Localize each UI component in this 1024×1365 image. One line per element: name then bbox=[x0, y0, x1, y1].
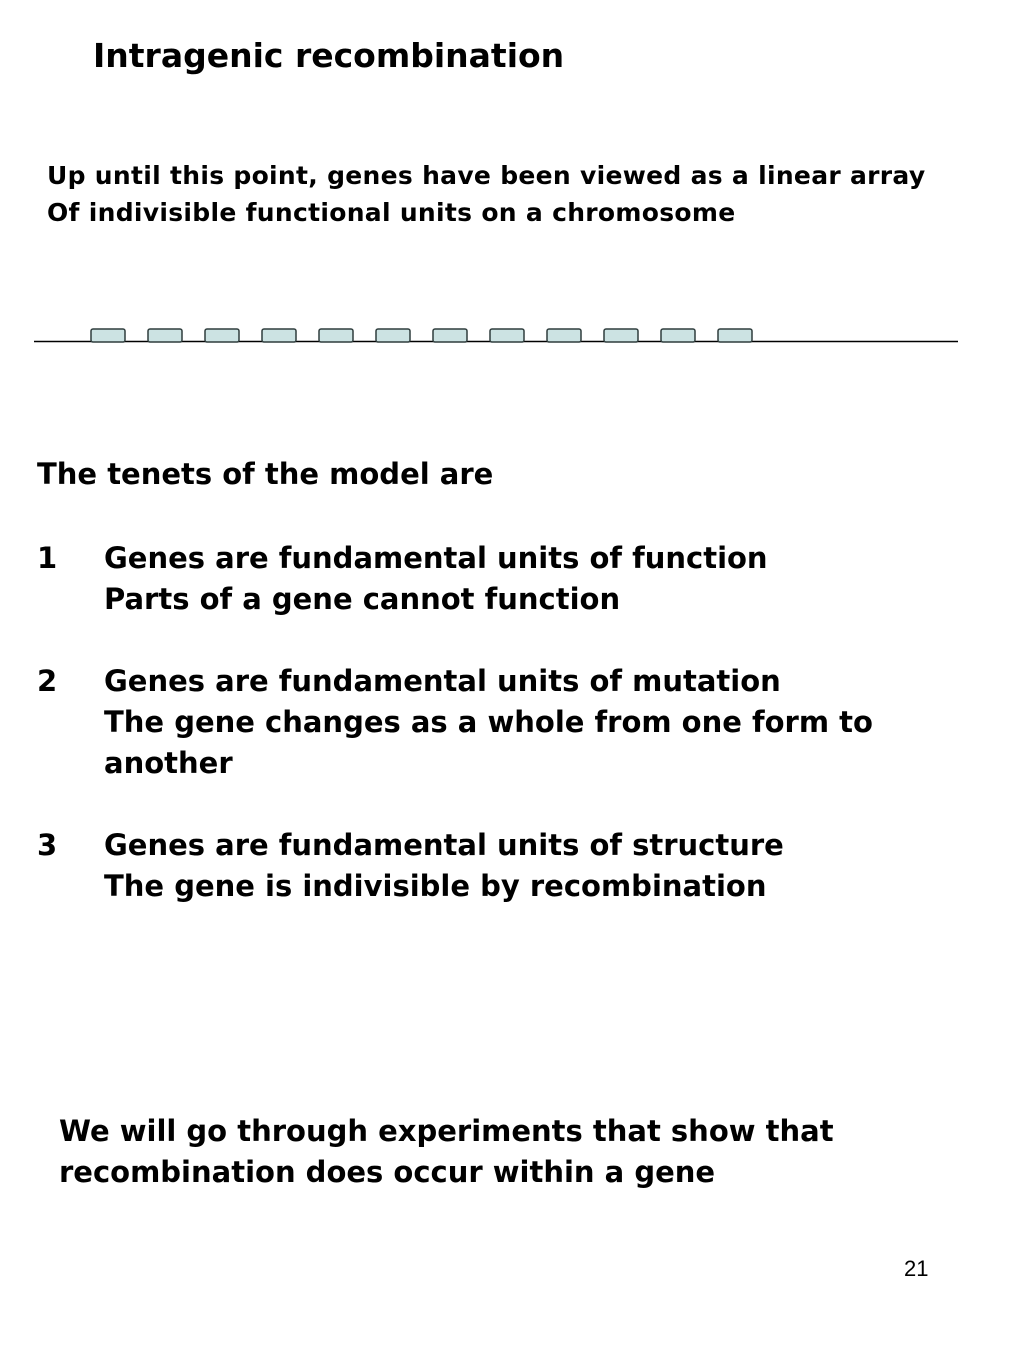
model-heading: The tenets of the model are bbox=[37, 457, 494, 491]
tenet-number: 2 bbox=[37, 664, 58, 698]
tenet-line: The gene is indivisible by recombination bbox=[104, 869, 767, 903]
tenet-line: The gene changes as a whole from one form to bbox=[104, 705, 873, 739]
gene-unit bbox=[490, 329, 524, 342]
gene-unit bbox=[91, 329, 125, 342]
gene-unit bbox=[148, 329, 182, 342]
gene-units bbox=[91, 329, 752, 342]
tenet-line: Genes are fundamental units of structure bbox=[104, 828, 784, 862]
tenet-text bbox=[104, 661, 944, 784]
gene-unit bbox=[661, 329, 695, 342]
gene-unit bbox=[718, 329, 752, 342]
gene-unit bbox=[205, 329, 239, 342]
tenet-line: another bbox=[104, 746, 233, 780]
intro-line: Of indivisible functional units on a chromosome bbox=[47, 198, 736, 227]
closing-text bbox=[59, 1111, 834, 1193]
intro-line: Up until this point, genes have been viewed as a linear array bbox=[47, 161, 926, 190]
intro-text bbox=[47, 157, 925, 231]
gene-unit bbox=[547, 329, 581, 342]
closing-line: We will go through experiments that show that bbox=[59, 1114, 834, 1148]
gene-unit bbox=[319, 329, 353, 342]
tenet-text bbox=[104, 538, 944, 620]
closing-line: recombination does occur within a gene bbox=[59, 1155, 716, 1189]
tenet-text bbox=[104, 825, 944, 907]
tenet-line: Genes are fundamental units of function bbox=[104, 541, 768, 575]
gene-unit bbox=[376, 329, 410, 342]
slide-title: Intragenic recombination bbox=[93, 36, 565, 75]
gene-unit bbox=[433, 329, 467, 342]
page-number: 21 bbox=[904, 1256, 929, 1281]
tenet-number: 3 bbox=[37, 828, 58, 862]
tenet-number: 1 bbox=[37, 541, 58, 575]
gene-unit bbox=[262, 329, 296, 342]
gene-unit bbox=[604, 329, 638, 342]
tenet-line: Parts of a gene cannot function bbox=[104, 582, 621, 616]
chromosome-diagram bbox=[34, 318, 958, 348]
tenet-line: Genes are fundamental units of mutation bbox=[104, 664, 781, 698]
